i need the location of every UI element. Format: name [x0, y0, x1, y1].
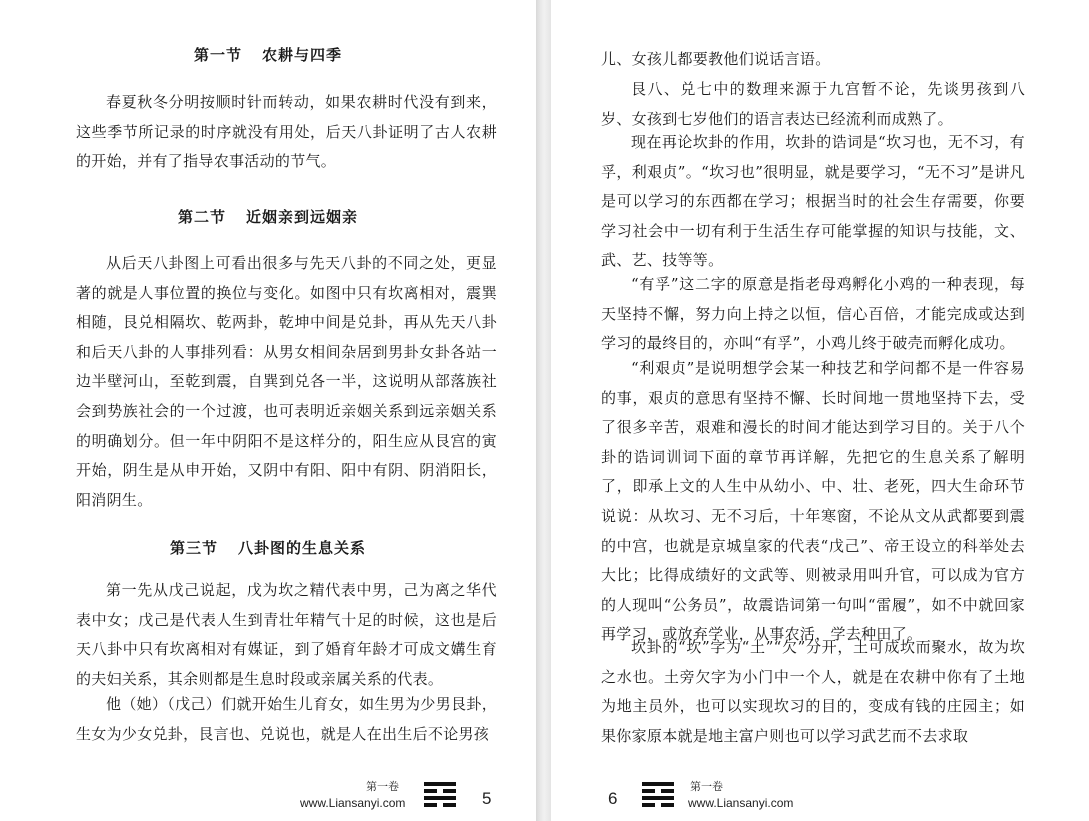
- right-page: [551, 0, 1089, 821]
- paragraph: 他（她）（戊己）们就开始生儿育女，如生男为少男艮卦，生女为少女兑卦，艮言也、兑说也，就是人在出生后不论男孩: [76, 695, 497, 743]
- section-heading: [0, 44, 536, 65]
- section-title: 近姻亲到远姻亲: [246, 208, 359, 226]
- paragraph: 春夏秋冬分明按顺时针而转动，如果农耕时代没有到来，这些季节所记录的时序就没有用处，后天八卦证明了古人农耕的开始，并有了指导农事活动的节气。: [76, 93, 497, 171]
- trigram-logo-icon: [642, 782, 674, 808]
- section-title: 八卦图的生息关系: [238, 539, 367, 557]
- website-url: www.Liansanyi.com: [688, 796, 794, 810]
- page-number: 6: [608, 789, 618, 808]
- paragraph: 儿、女孩儿都要教他们说话言语。: [601, 50, 831, 68]
- section-number: 第二节: [177, 208, 226, 226]
- volume-label: 第一卷: [366, 780, 399, 793]
- paragraph: “有孚”这二字的原意是指老母鸡孵化小鸡的一种表现，每天坚持不懈，努力向上持之以恒，信心百倍，才能完成或达到学习的最终目的，亦叫“有孚”，小鸡儿终于破壳而孵化成功。: [601, 275, 1025, 353]
- section-title: 农耕与四季: [262, 46, 343, 64]
- section-number: 第一节: [193, 46, 242, 64]
- trigram-logo-icon: [424, 782, 456, 808]
- section-heading: [0, 206, 536, 227]
- paragraph: 第一先从戊己说起，戊为坎之精代表中男，己为离之华代表中女；戊己是代表人生到青壮年精气十足的时候，这也是后天八卦中只有坎离相对有媒证，到了婚育年龄才可成文媾生育的夫妇关系，其余则都是生息时段或亲属关系的代表。: [76, 581, 497, 688]
- paragraph: 坎卦的“坎”字为“土”“欠”分开，土可成坎而聚水，故为坎之水也。土旁欠字为小门中一个人，就是在农耕中你有了土地为地主员外，也可以实现坎习的目的，变成有钱的庄园主；如果你家原本就是地主富户则也可以学习武艺而不去求取: [601, 638, 1025, 745]
- paragraph: “利艰贞”是说明想学会某一种技艺和学问都不是一件容易的事，艰贞的意思有坚持不懈、长时间地一贯地坚持下去，受了很多辛苦，艰难和漫长的时间才能达到学习目的。关于八个卦的诰词训词下面的章节再详解，先把它的生息关系了解明了，即承上文的人生中从幼小、中、壮、老死，四大生命环节说说：从坎习、无不习后，十年寒窗，不论从文从武都要到震的中宫，也就是京城皇家的代表“戊己”、帝王设立的科举处去大比；比得成绩好的文武等、则被录用叫升官，可以成为官方的人现叫“公务员”，故震诰词第一句叫“雷履”，如不中就回家再学习，或放弃学业，从事农活，学去种田了。: [601, 359, 1025, 644]
- paragraph: 从后天八卦图上可看出很多与先天八卦的不同之处，更显著的就是人事位置的换位与变化。如图中只有坎离相对，震巽相随，艮兑相隔坎、乾两卦，乾坤中间是兑卦，再从先天八卦和后天八卦的人事排列看：从男女相间杂居到男卦女卦各站一边半壁河山，至乾到震，自巽到兑各一半，这说明从部落族社会到势族社会的一个过渡，也可表明近亲姻关系到远亲姻关系的明确划分。但一年中阴阳不是这样分的，阳生应从艮宫的寅开始，阴生是从申开始，又阴中有阳、阳中有阴、阴消阳长，阳消阴生。: [76, 254, 497, 509]
- section-heading: [0, 537, 536, 558]
- left-page: [0, 0, 536, 821]
- paragraph: 现在再论坎卦的作用，坎卦的诰词是“坎习也，无不习，有孚，利艰贞”。“坎习也”很明显，就是要学习，“无不习”是讲凡是可以学习的东西都在学习；根据当时的社会生存需要，你要学习社会中一切有利于生活生存可能掌握的知识与技能，文、武、艺、技等等。: [601, 133, 1025, 270]
- page-number: 5: [482, 789, 492, 808]
- website-url: www.Liansanyi.com: [300, 796, 406, 810]
- book-spine: [536, 0, 551, 821]
- paragraph: 艮八、兑七中的数理来源于九宫暂不论，先谈男孩到八岁、女孩到七岁他们的语言表达已经流利而成熟了。: [601, 80, 1025, 128]
- section-number: 第三节: [169, 539, 218, 557]
- volume-label: 第一卷: [690, 780, 723, 793]
